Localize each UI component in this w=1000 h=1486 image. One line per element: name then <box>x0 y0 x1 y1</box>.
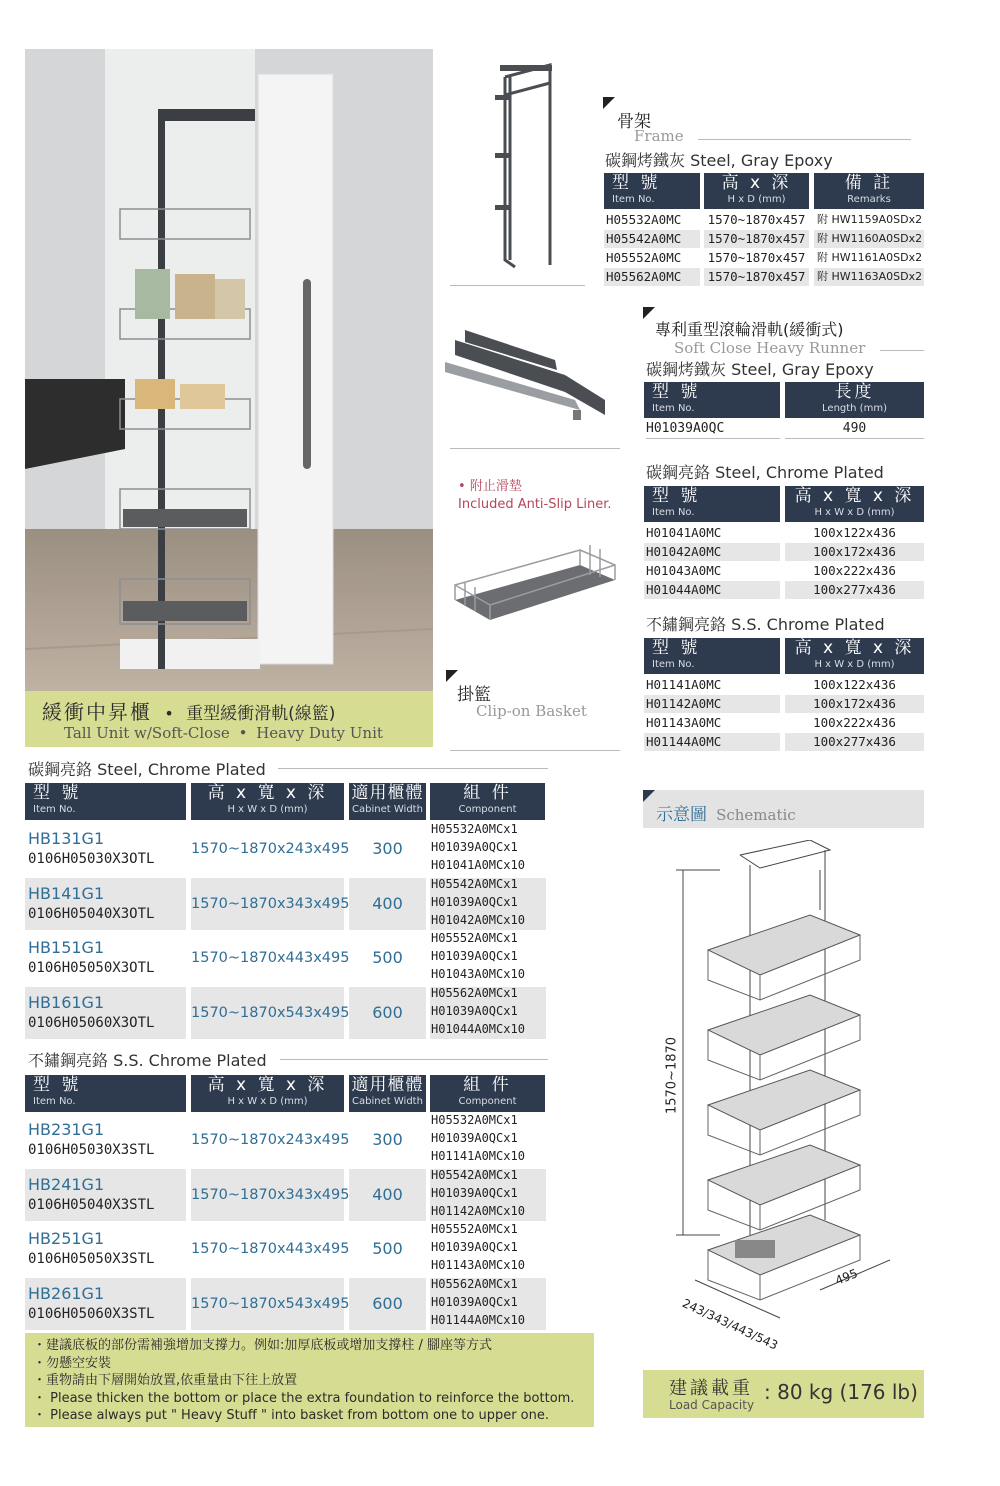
dim-width: 243/343/443/543 <box>680 1296 781 1353</box>
stainless-header-item <box>25 1075 186 1112</box>
product-code: HB261G1 <box>28 1283 105 1303</box>
frame-row-remark: 附 HW1160A0SDx2 <box>814 230 924 248</box>
basket-title-en: Clip-on Basket <box>476 702 587 720</box>
table-row <box>25 1114 546 1166</box>
basket-row-item: H01044A0MC <box>644 581 780 599</box>
component-2: H01039A0QCx1 <box>431 1294 518 1309</box>
product-sku: 0106H05050X3OTL <box>28 960 155 976</box>
frame-row-size: 1570~1870x457 <box>707 250 806 265</box>
frame-title-zh: 骨架 <box>617 112 651 132</box>
basket-row-size: 100x222x436 <box>813 715 896 730</box>
liner-bullet: • <box>458 479 466 494</box>
stainless-header-width-en: Cabinet Width <box>352 1096 423 1107</box>
frame-image <box>450 55 585 283</box>
product-code: HB251G1 <box>28 1229 105 1248</box>
runner-header-item-en: Item No. <box>652 403 695 414</box>
basket-row-size: 100x122x436 <box>813 677 896 692</box>
frame-header-remarks <box>814 173 924 209</box>
component-3: H01144A0MCx10 <box>431 1312 525 1327</box>
frame-header-item <box>604 173 700 209</box>
basket-title-zh: 掛籃 <box>457 685 491 705</box>
stainless-material-rule <box>280 1059 548 1060</box>
hero-title-zh <box>42 696 335 725</box>
table-row <box>25 987 546 1039</box>
basket-ss-header-size <box>785 638 924 674</box>
frame-title-en: Frame <box>634 127 684 145</box>
runner-header-length <box>785 382 924 418</box>
stainless-header-item-zh: 型 號 <box>33 1075 82 1095</box>
stainless-header-width-zh: 適用櫃體 <box>351 1075 424 1095</box>
component-3: H01042A0MCx10 <box>431 912 525 927</box>
runner-header-item <box>644 382 780 418</box>
runner-title-zh: 專利重型滾輪滑軌(緩衝式) <box>655 320 844 339</box>
component-1: H05562A0MCx1 <box>431 1276 518 1291</box>
note-line: ・勿懸空安裝 <box>33 1355 112 1371</box>
liner-note-zh-line <box>448 478 611 496</box>
notes-box <box>25 1333 594 1427</box>
product-sku: 0106H05030X3OTL <box>28 851 155 867</box>
product-code: HB151G1 <box>28 938 105 957</box>
hero-subtitle-en: Heavy Duty Unit <box>256 724 383 742</box>
component-3: H01141A0MCx10 <box>431 1149 525 1163</box>
component-1: H05542A0MCx1 <box>431 876 518 891</box>
component-1: H05562A0MCx1 <box>431 985 518 1000</box>
steel-header-component-zh: 組 件 <box>463 783 512 803</box>
basket-chrome-material: 碳鋼亮鉻 Steel, Chrome Plated <box>646 463 884 482</box>
product-code: HB161G1 <box>28 992 105 1012</box>
frame-row-size: 1570~1870x457 <box>704 268 809 286</box>
product-sku: 0106H05060X3OTL <box>28 1014 155 1031</box>
cabinet-width: 500 <box>372 1239 403 1258</box>
liner-note-en: Included Anti-Slip Liner. <box>458 497 612 512</box>
schematic-title-en: Schematic <box>716 806 796 824</box>
cabinet-width: 400 <box>372 893 403 913</box>
basket-illustration <box>440 525 625 645</box>
runner-title-rule <box>880 350 924 351</box>
capacity-zh: 建議載重 <box>669 1378 753 1399</box>
frame-header-remarks-en: Remarks <box>847 194 891 205</box>
basket-chrome-header-size <box>785 486 924 522</box>
component-2: H01039A0QCx1 <box>431 1185 518 1200</box>
table-row <box>25 878 546 930</box>
component-1: H05542A0MCx1 <box>431 1167 518 1182</box>
hero-title: 緩衝中昇櫃 <box>42 700 152 724</box>
component-3: H01044A0MCx10 <box>431 1021 525 1036</box>
product-size: 1570~1870x543x495 <box>191 1004 350 1021</box>
frame-header-size <box>704 173 809 209</box>
stainless-header-size-zh: 高 x 寬 x 深 <box>207 1075 328 1095</box>
product-sku: 0106H05040X3OTL <box>28 905 155 922</box>
basket-row-item: H01041A0MC <box>646 525 722 540</box>
runner-row-length: 490 <box>785 420 924 439</box>
basket-chrome-header-size-en: H x W x D (mm) <box>814 507 895 518</box>
schematic-illustration <box>660 840 930 1340</box>
frame-header-size-zh: 高 x 深 <box>721 173 792 193</box>
component-2: H01039A0QCx1 <box>431 1131 518 1145</box>
frame-header-remarks-zh: 備 註 <box>844 173 894 193</box>
frame-row-size: 1570~1870x457 <box>707 212 806 227</box>
component-2: H01039A0QCx1 <box>431 840 518 854</box>
frame-header-size-en: H x D (mm) <box>727 194 786 205</box>
product-size: 1570~1870x543x495 <box>191 1295 350 1312</box>
basket-chrome-header-item <box>644 486 780 522</box>
table-row <box>25 932 546 984</box>
basket-row-item: H01042A0MC <box>644 543 780 561</box>
component-1: H05532A0MCx1 <box>431 822 518 836</box>
component-2: H01039A0QCx1 <box>431 1240 518 1254</box>
frame-material: 碳鋼烤鐵灰 Steel, Gray Epoxy <box>605 151 833 170</box>
steel-header-size-en: H x W x D (mm) <box>227 804 308 815</box>
table-row <box>25 1278 546 1330</box>
frame-corner-mark <box>603 97 615 109</box>
product-code: HB131G1 <box>28 829 105 848</box>
basket-row-size: 100x122x436 <box>813 525 896 540</box>
basket-ss-header-item-en: Item No. <box>652 659 695 670</box>
hero-bullet-en: • <box>238 724 248 742</box>
hero-photo <box>25 49 433 691</box>
basket-divider <box>450 750 620 751</box>
steel-material: 碳鋼亮鉻 Steel, Chrome Plated <box>28 757 268 780</box>
steel-header-width <box>349 783 426 820</box>
basket-chrome-header-item-en: Item No. <box>652 507 695 518</box>
frame-row-item: H05562A0MC <box>604 268 700 286</box>
tall-unit-illustration <box>25 49 433 691</box>
table-row <box>25 1223 546 1275</box>
component-3: H01041A0MCx10 <box>431 858 525 872</box>
component-3: H01142A0MCx10 <box>431 1203 525 1218</box>
schematic-title <box>656 800 796 825</box>
runner-image-divider <box>450 448 620 449</box>
runner-illustration <box>445 300 620 430</box>
basket-ss-header-item-zh: 型 號 <box>652 638 701 658</box>
steel-header-width-zh: 適用櫃體 <box>351 783 424 803</box>
cabinet-width: 600 <box>372 1002 403 1022</box>
product-size: 1570~1870x343x495 <box>191 1186 350 1203</box>
component-1: H05552A0MCx1 <box>431 931 518 945</box>
frame-row-item: H05542A0MC <box>604 230 700 248</box>
basket-row-item: H01142A0MC <box>644 695 780 713</box>
frame-row-remark: 附 HW1163A0SDx2 <box>814 268 924 286</box>
product-sku: 0106H05040X3STL <box>28 1196 155 1213</box>
component-1: H05532A0MCx1 <box>431 1113 518 1127</box>
stainless-header-width <box>349 1075 426 1112</box>
liner-note-zh: 附止滑墊 <box>469 479 522 494</box>
stainless-header-size-en: H x W x D (mm) <box>227 1096 308 1107</box>
note-line: ・ Please always put " Heavy Stuff " into basket from bottom one to upper one. <box>33 1408 550 1423</box>
component-2: H01039A0QCx1 <box>431 894 518 909</box>
runner-corner-mark <box>643 307 655 319</box>
steel-header-width-en: Cabinet Width <box>352 804 423 815</box>
basket-row-item: H01144A0MC <box>644 733 780 751</box>
stainless-material: 不鏽鋼亮鉻 S.S. Chrome Plated <box>28 1048 269 1071</box>
product-sku: 0106H05060X3STL <box>28 1305 155 1322</box>
stainless-header-component-zh: 組 件 <box>463 1075 512 1095</box>
dim-depth: 495 <box>833 1266 860 1288</box>
hero-title-en <box>64 724 383 742</box>
basket-chrome-header-size-zh: 高 x 寬 x 深 <box>794 486 915 506</box>
basket-ss-header-item <box>644 638 780 674</box>
frame-header-item-zh: 型 號 <box>612 173 661 193</box>
cabinet-width: 500 <box>372 948 403 967</box>
runner-header-item-zh: 型 號 <box>652 382 701 402</box>
schematic-drawing <box>660 840 930 1340</box>
frame-header-item-en: Item No. <box>612 194 655 205</box>
note-line: ・重物請由下層開始放置,依重量由下往上放置 <box>33 1373 298 1388</box>
liner-note <box>448 478 611 514</box>
cabinet-width: 300 <box>372 1130 403 1149</box>
steel-header-item-en: Item No. <box>33 804 76 815</box>
cabinet-width: 400 <box>372 1184 403 1204</box>
product-sku: 0106H05050X3STL <box>28 1251 155 1267</box>
cabinet-width: 600 <box>372 1293 403 1313</box>
steel-header-component <box>430 783 545 820</box>
basket-row-item: H01143A0MC <box>646 715 722 730</box>
basket-ss-header-size-zh: 高 x 寬 x 深 <box>794 638 915 658</box>
capacity-en: Load Capacity <box>669 1398 755 1412</box>
frame-row-remark: 附 HW1159A0SDx2 <box>817 213 923 226</box>
runner-image <box>445 300 620 430</box>
product-code: HB241G1 <box>28 1174 105 1194</box>
schematic-corner-mark <box>643 790 655 802</box>
frame-illustration <box>450 55 585 283</box>
hero-title-en-text: Tall Unit w/Soft-Close <box>64 724 230 742</box>
frame-row-item: H05532A0MC <box>606 212 682 227</box>
product-size: 1570~1870x343x495 <box>191 895 350 912</box>
runner-row-item: H01039A0QC <box>646 420 780 439</box>
product-code: HB231G1 <box>28 1120 105 1139</box>
component-3: H01143A0MCx10 <box>431 1258 525 1272</box>
cabinet-width: 300 <box>372 839 403 858</box>
basket-row-size: 100x172x436 <box>785 543 924 561</box>
steel-material-rule <box>278 768 548 769</box>
steel-header-item-zh: 型 號 <box>33 783 82 803</box>
frame-row-remark: 附 HW1161A0SDx2 <box>817 251 923 264</box>
stainless-header-component-en: Component <box>458 1096 517 1107</box>
basket-chrome-header-item-zh: 型 號 <box>652 486 701 506</box>
steel-header-size-zh: 高 x 寬 x 深 <box>207 783 328 803</box>
runner-header-length-en: Length (mm) <box>822 403 887 414</box>
component-3: H01043A0MCx10 <box>431 967 525 981</box>
product-size: 1570~1870x243x495 <box>191 1132 350 1148</box>
dim-height: 1570~1870 <box>664 1036 680 1115</box>
stainless-header-component <box>430 1075 545 1112</box>
basket-row-size: 100x277x436 <box>785 581 924 599</box>
basket-row-size: 100x222x436 <box>813 563 896 578</box>
steel-header-component-en: Component <box>458 804 517 815</box>
component-2: H01039A0QCx1 <box>431 1003 518 1018</box>
product-size: 1570~1870x443x495 <box>191 950 350 966</box>
runner-title-en: Soft Close Heavy Runner <box>674 339 866 357</box>
steel-header-item <box>25 783 186 820</box>
frame-image-divider <box>450 285 585 286</box>
stainless-header-size <box>191 1075 344 1112</box>
capacity-value: : 80 kg (176 lb) <box>764 1380 918 1404</box>
basket-row-item: H01141A0MC <box>646 677 722 692</box>
steel-header-size <box>191 783 344 820</box>
table-row <box>25 823 546 875</box>
basket-image <box>440 525 625 645</box>
note-line: ・ Please thicken the bottom or place the extra foundation to reinforce the bottom. <box>33 1390 575 1406</box>
basket-row-size: 100x172x436 <box>785 695 924 713</box>
hero-subtitle: 重型緩衝滑軌(線籃) <box>186 704 336 724</box>
basket-row-item: H01043A0MC <box>646 563 722 578</box>
frame-title-rule <box>698 139 911 140</box>
basket-row-size: 100x277x436 <box>785 733 924 751</box>
runner-material: 碳鋼烤鐵灰 Steel, Gray Epoxy <box>646 360 874 379</box>
note-line: ・建議底板的部份需補強增加支撐力。例如:加厚底板或增加支撐柱 / 腳座等方式 <box>33 1338 493 1353</box>
frame-row-size: 1570~1870x457 <box>704 230 809 248</box>
component-2: H01039A0QCx1 <box>431 949 518 963</box>
component-1: H05552A0MCx1 <box>431 1222 518 1236</box>
table-row <box>25 1169 546 1221</box>
product-sku: 0106H05030X3STL <box>28 1142 155 1158</box>
product-size: 1570~1870x243x495 <box>191 841 350 857</box>
basket-ss-material: 不鏽鋼亮鉻 S.S. Chrome Plated <box>646 615 885 634</box>
basket-ss-header-size-en: H x W x D (mm) <box>814 659 895 670</box>
product-code: HB141G1 <box>28 883 105 903</box>
schematic-title-zh: 示意圖 <box>656 805 707 825</box>
product-size: 1570~1870x443x495 <box>191 1241 350 1257</box>
frame-row-item: H05552A0MC <box>606 250 682 265</box>
runner-header-length-zh: 長度 <box>834 382 875 402</box>
hero-bullet: • <box>164 704 174 723</box>
stainless-header-item-en: Item No. <box>33 1096 76 1107</box>
